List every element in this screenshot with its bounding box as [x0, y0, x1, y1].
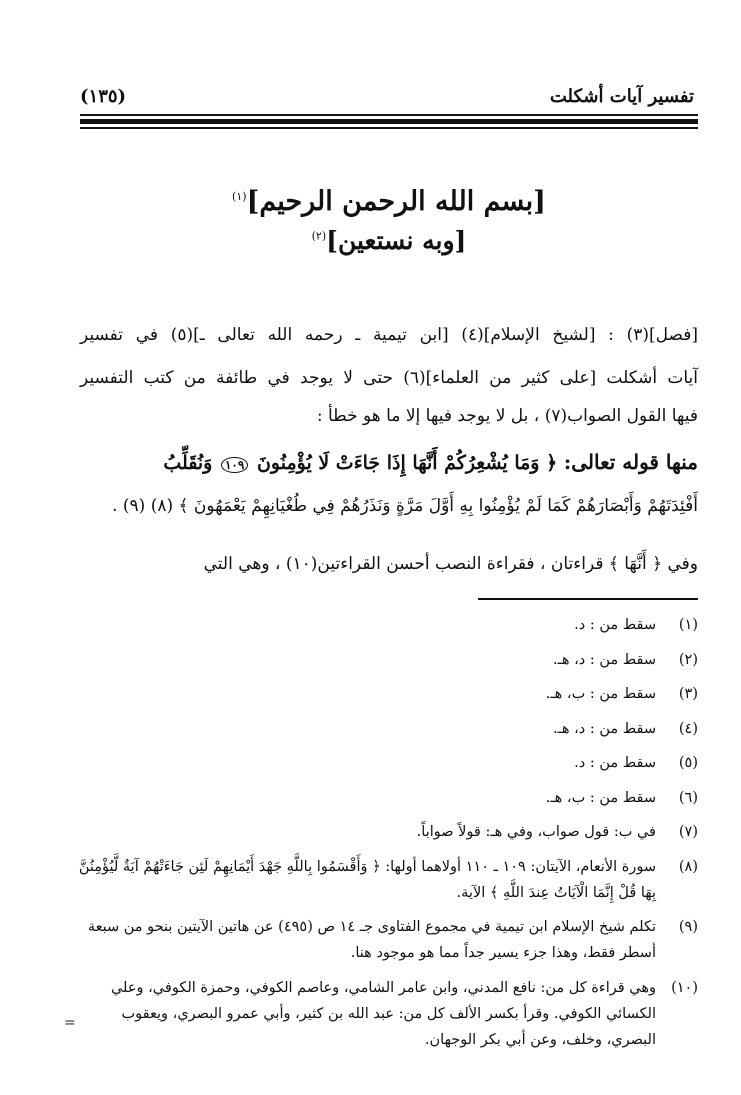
footnote	[72, 681, 698, 707]
footnote-text: سقط من : د، هـ.	[552, 720, 656, 737]
subtitle-heading	[80, 226, 698, 255]
footnote-text: وهي قراءة كل من: نافع المدني، وابن عامر الشامي، وعاصم الكوفي، وحمزة الكوفي، وعلي الكسائي الكوفي. وقرأ بكسر الألف كل من: عبد الله بن كثير، وأبي عمرو البصري، ويعقوب البصري، وخلف، وعن أبي بكر الوجهان.	[110, 979, 656, 1048]
footnote-number: (٩)	[678, 919, 698, 935]
footnote-number: (١٠)	[671, 979, 698, 996]
footnote-text: في ب: قول صواب، وفي هـ: قولاً صواباً.	[416, 824, 656, 840]
body-line-1: [فصل](٣) : [لشيخ الإسلام](٤) [ابن تيمية ـ رحمه الله تعالى ـ](٥) في تفسير	[80, 325, 698, 345]
footnote-text: سقط من : ب، هـ.	[545, 789, 656, 806]
footnote	[72, 612, 698, 638]
ayah-number-marker: ١٠٩	[221, 457, 248, 473]
header-rule-bottom	[80, 127, 698, 129]
verse-text: ﴿ وَمَا يُشْعِرُكُمْ أَنَّهَا إِذَا جَاءَتْ لَا يُؤْمِنُونَ	[256, 452, 558, 474]
footnote-number: (٥)	[678, 755, 698, 771]
body-line-6: وفي ﴿ أَنَّهَا ﴾ قراءتان ، فقراءة النصب أحسن القراءتين(١٠) ، وهي التي	[203, 554, 698, 574]
footnote	[72, 975, 698, 1053]
footnote-number: (٣)	[678, 686, 698, 702]
footnote-number: (٨)	[678, 858, 698, 875]
footnote-number: (٦)	[678, 789, 698, 806]
basmala-text: [بسم الله الرحمن الرحيم]	[246, 186, 546, 217]
basmala-heading	[80, 186, 698, 217]
footnote	[72, 647, 698, 673]
verse-continuation: وَنُقَلِّبُ	[163, 452, 213, 474]
footnote	[72, 750, 698, 776]
header-rule-top	[80, 114, 698, 116]
footnote-text: سقط من : د.	[574, 755, 656, 771]
running-header	[80, 86, 698, 112]
footnote	[72, 716, 698, 742]
footnote-number: (٧)	[678, 824, 698, 840]
footnote	[72, 854, 698, 906]
subtitle-text: [وبه نستعين]	[326, 226, 467, 255]
footnote	[72, 819, 698, 845]
footnote-text: سقط من : د، هـ.	[552, 651, 656, 668]
body-line-3: فيها القول الصواب(٧) ، بل لا يوجد فيها إلا ما هو خطأ :	[316, 406, 698, 426]
header-rule-thick	[80, 119, 698, 124]
body-line-2: آيات أشكلت [على كثير من العلماء](٦) حتى لا يوجد في طائفة من كتب التفسير	[80, 368, 698, 388]
footnote-number: (١)	[678, 617, 698, 633]
verse-lead: منها قوله تعالى:	[563, 450, 698, 474]
footnote-separator	[478, 598, 698, 600]
footnote-number: (٢)	[678, 651, 698, 668]
footnote-text: سقط من : ب، هـ.	[545, 686, 656, 702]
body-line-4	[80, 450, 698, 474]
footnotes	[72, 612, 698, 1061]
footnote	[72, 785, 698, 811]
footnote-number: (٤)	[678, 720, 698, 737]
basmala-note-ref: (١)	[232, 190, 247, 203]
footnote-text: سقط من : د.	[574, 617, 656, 633]
footnote-text: تكلم شيخ الإسلام ابن تيمية في مجموع الفتاوى جـ ١٤ ص (٤٩٥) عن هاتين الآيتين بنحو من سبعة أسطر فقط، وهذا جزء يسير جداً مما هو موجود هنا.	[87, 919, 656, 961]
footnote	[72, 914, 698, 966]
header-title: تفسير آيات أشكلت	[549, 86, 694, 107]
subtitle-note-ref: (٢)	[311, 229, 327, 243]
page-number: (١٣٥)	[80, 86, 127, 107]
margin-mark: =	[64, 1015, 76, 1031]
body-line-5: أَفْئِدَتَهُمْ وَأَبْصَارَهُمْ كَمَا لَمْ يُؤْمِنُوا بِهِ أَوَّلَ مَرَّةٍ وَنَذَرُهُمْ فِي طُغْيَانِهِمْ يَعْمَهُونَ ﴾ (٨) (٩) .	[112, 496, 698, 516]
footnote-text: سورة الأنعام، الآيتان: ١٠٩ ـ ١١٠ أولاهما أولها: ﴿ وَأَقْسَمُوا بِاللَّهِ جَهْدَ أَيْمَانِهِمْ لَئِن جَاءَتْهُمْ آيَةٌ لَّيُؤْمِنُنَّ بِهَا قُلْ إِنَّمَا الْآيَاتُ عِندَ اللَّهِ ﴾ الآية.	[78, 858, 656, 901]
